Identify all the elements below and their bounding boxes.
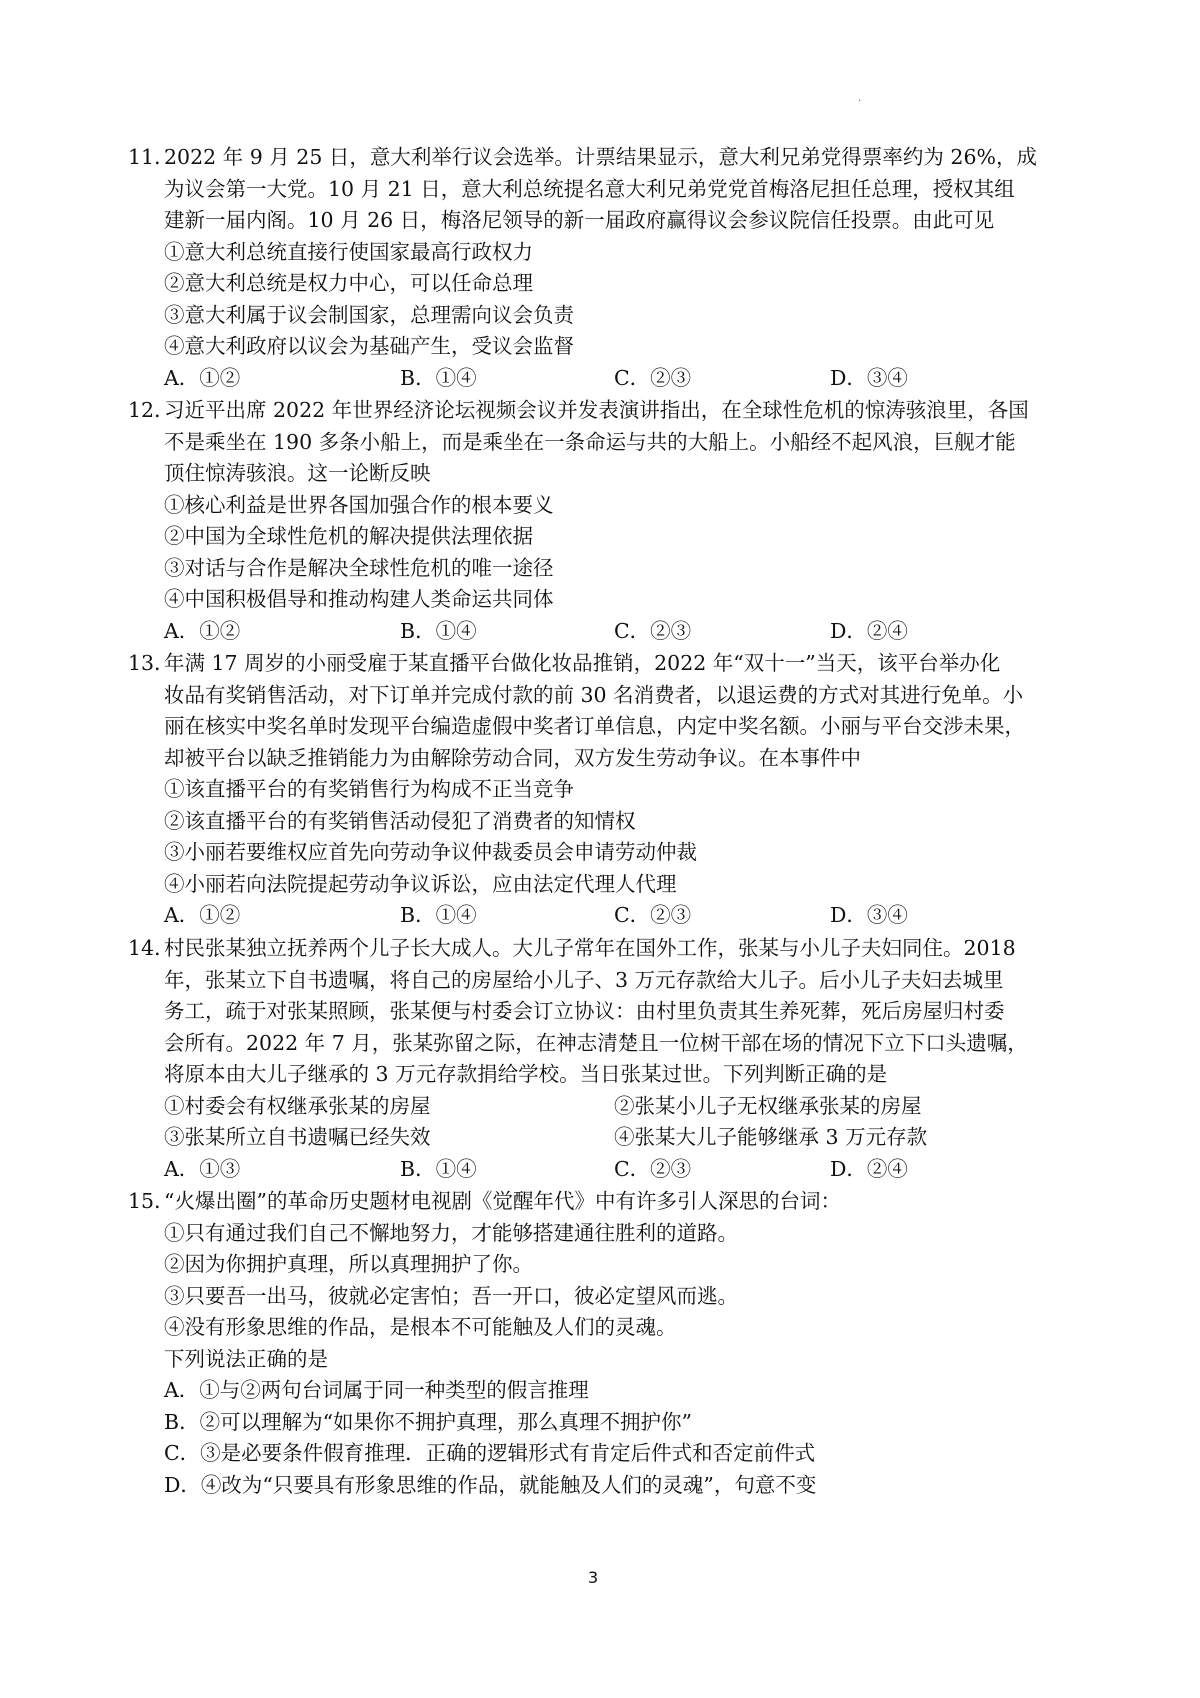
choice-a: A．①② (164, 903, 241, 927)
stem-line: 顶住惊涛骇浪。这一论断反映 (164, 461, 431, 485)
choice-a: A．①③ (164, 1156, 241, 1181)
question-stem (128, 933, 1088, 1091)
choice-b: B．①④ (400, 1156, 477, 1181)
choice-row (128, 1154, 1088, 1186)
choice-c: C．②③ (614, 1156, 692, 1181)
statement: ③只要吾一出马，彼就必定害怕；吾一开口，彼必定望风而逃。 (164, 1283, 738, 1308)
question-number: 11． (128, 145, 175, 169)
stem-line: 建新一届内阁。10 月 26 日，梅洛尼领导的新一届政府赢得议会参议院信任投票。由此可见 (164, 208, 995, 232)
stem-line: 习近平出席 2022 年世界经济论坛视频会议并发表演讲指出，在全球性危机的惊涛骇浪里，各国 (164, 398, 1029, 422)
stem-line: 2022 年 9 月 25 日，意大利举行议会选举。计票结果显示，意大利兄弟党得票率约为 26%，成 (164, 145, 1037, 169)
statement: ④没有形象思维的作品，是根本不可能触及人们的灵魂。 (164, 1315, 677, 1339)
choice-row (128, 363, 1088, 395)
statement: ②该直播平台的有奖销售活动侵犯了消费者的知情权 (164, 808, 636, 833)
stem-line: 为议会第一大党。10 月 21 日，意大利总统提名意大利兄弟党党首梅洛尼担任总理，授权其组 (164, 176, 1015, 201)
statement: ③小丽若要维权应首先向劳动争议仲裁委员会申请劳动仲裁 (164, 840, 697, 864)
statement: ④中国积极倡导和推动构建人类命运共同体 (164, 587, 554, 611)
statement: ①村委会有权继承张某的房屋 (164, 1093, 431, 1118)
choice-c: C．③是必要条件假育推理．正确的逻辑形式有肯定后件式和否定前件式 (164, 1441, 816, 1465)
choice-b: B．②可以理解为“如果你不拥护真理，那么真理不拥护你” (164, 1409, 693, 1434)
question-13 (128, 648, 1088, 932)
stem-line: 年满 17 周岁的小丽受雇于某直播平台做化妆品推销，2022 年“双十一”当天，该平台举办化 (164, 651, 1001, 675)
statement: ②中国为全球性危机的解决提供法理依据 (164, 524, 533, 548)
statement: ②张某小儿子无权继承张某的房屋 (614, 1093, 922, 1118)
choice-a: A．①与②两句台词属于同一种类型的假言推理 (164, 1378, 589, 1402)
stem-line: 不是乘坐在 190 多条小船上，而是乘坐在一条命运与共的大船上。小船经不起风浪，巨舰才能 (164, 429, 1016, 454)
statement: ①意大利总统直接行使国家最高行政权力 (164, 239, 533, 264)
page-number: 3 (588, 1568, 599, 1587)
question-number: 15． (128, 1189, 175, 1213)
stem-line: 妆品有奖销售活动，对下订单并完成付款的前 30 名消费者，以退运费的方式对其进行免单。小 (164, 682, 1024, 707)
choice-a: A．①② (164, 618, 241, 643)
question-stem (128, 395, 1088, 490)
choice-d: D．③④ (830, 903, 908, 927)
stem-line: 年，张某立下自书遗嘱，将自己的房屋给小儿子、3 万元存款给大儿子。后小儿子夫妇去城里 (164, 967, 1004, 992)
stem-line: 却被平台以缺乏推销能力为由解除劳动合同，双方发生劳动争议。在本事件中 (164, 745, 861, 770)
statement: ③张某所立自书遗嘱已经失效 (164, 1125, 431, 1149)
choice-a: A．①② (164, 365, 241, 390)
choice-c: C．②③ (614, 618, 692, 643)
statement: ①只有通过我们自己不懈地努力，才能够搭建通往胜利的道路。 (164, 1220, 738, 1245)
question-stem (128, 648, 1088, 774)
stem-line: “火爆出圈”的革命历史题材电视剧《觉醒年代》中有许多引人深思的台词： (164, 1189, 841, 1213)
stem-line: 将原本由大儿子继承的 3 万元存款捐给学校。当日张某过世。下列判断正确的是 (164, 1062, 888, 1086)
question-15 (128, 1186, 1088, 1501)
statement-row (128, 1122, 1088, 1154)
statement: ①该直播平台的有奖销售行为构成不正当竞争 (164, 777, 574, 801)
statement: ②意大利总统是权力中心，可以任命总理 (164, 271, 533, 295)
stem-line: 务工，疏于对张某照顾，张某便与村委会订立协议：由村里负责其生养死葬，死后房屋归村委 (164, 999, 1005, 1023)
statement-row (128, 1091, 1088, 1123)
choice-b: B．①④ (400, 365, 477, 390)
statement: ①核心利益是世界各国加强合作的根本要义 (164, 492, 554, 517)
choice-b: B．①④ (400, 903, 477, 927)
statement: ③对话与合作是解决全球性危机的唯一途径 (164, 555, 554, 580)
choice-d: D．④改为“只要具有形象思维的作品，就能触及人们的灵魂”，句意不变 (164, 1472, 817, 1497)
stem-line: 村民张某独立抚养两个儿子长大成人。大儿子常年在国外工作，张某与小儿子夫妇同住。2018 (164, 936, 1016, 960)
choice-c: C．②③ (614, 903, 692, 927)
header-mark: . (858, 93, 862, 104)
question-stem (128, 142, 1088, 237)
statement: ④意大利政府以议会为基础产生，受议会监督 (164, 334, 574, 358)
choice-d: D．③④ (830, 365, 908, 390)
statement: ④张某大儿子能够继承 3 万元存款 (614, 1125, 928, 1149)
choice-row (128, 900, 1088, 932)
statement: ②因为你拥护真理，所以真理拥护了你。 (164, 1252, 533, 1276)
choice-b: B．①④ (400, 618, 477, 643)
choice-row (128, 616, 1088, 648)
question-number: 13． (128, 651, 175, 675)
stem-line: 会所有。2022 年 7 月，张某弥留之际，在神志清楚且一位树干部在场的情况下立下口头遗嘱， (164, 1030, 1028, 1055)
statement: ③意大利属于议会制国家，总理需向议会负责 (164, 302, 574, 327)
choice-d: D．②④ (830, 618, 908, 643)
question-stem (128, 1186, 1088, 1218)
choice-d: D．②④ (830, 1156, 908, 1181)
question-12 (128, 395, 1088, 647)
statement: ④小丽若向法院提起劳动争议诉讼，应由法定代理人代理 (164, 871, 677, 896)
question-number: 14． (128, 936, 175, 960)
choice-c: C．②③ (614, 365, 692, 390)
stem-line: 丽在核实中奖名单时发现平台编造虚假中奖者订单信息，内定中奖名额。小丽与平台交涉未果， (164, 714, 1025, 738)
question-prompt: 下列说法正确的是 (164, 1346, 328, 1371)
question-number: 12． (128, 398, 175, 422)
question-14 (128, 933, 1088, 1185)
question-11 (128, 142, 1088, 394)
